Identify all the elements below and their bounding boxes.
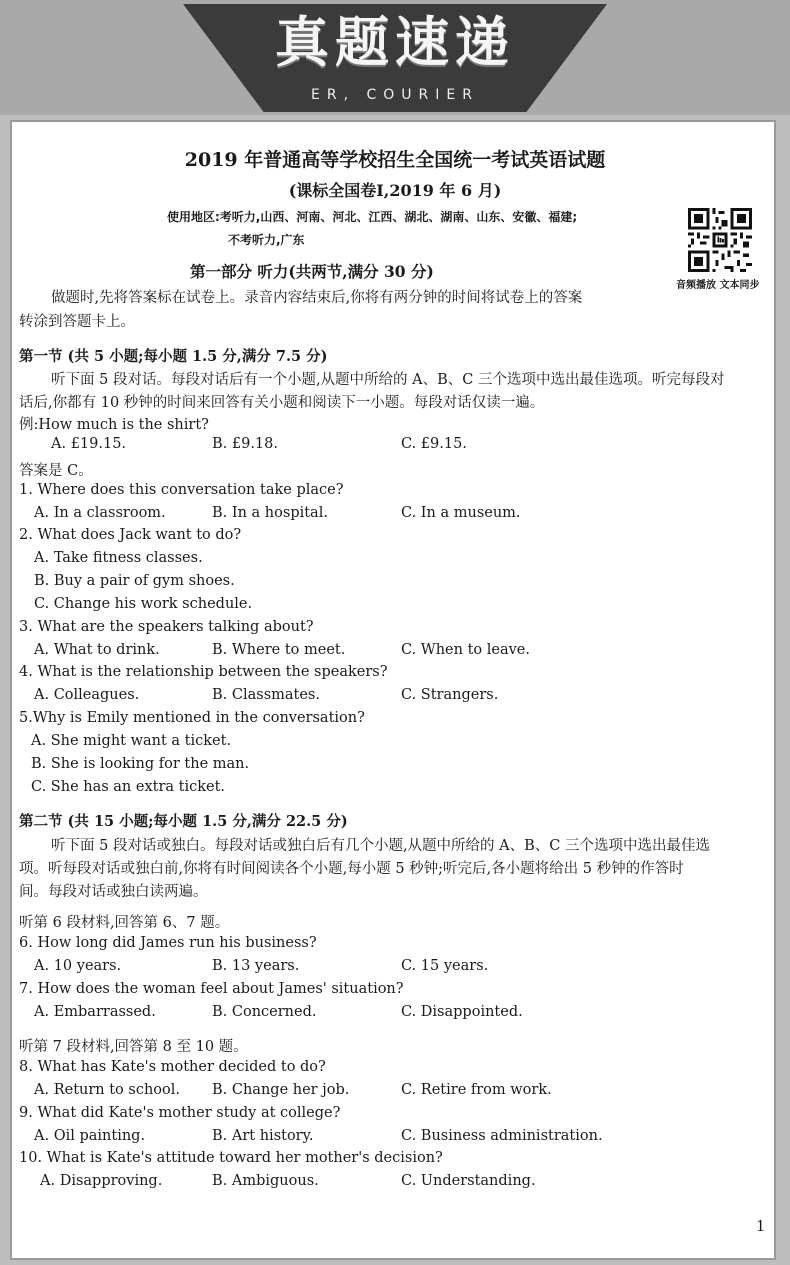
question-9-option-b: B. Art history. xyxy=(212,1128,314,1144)
material-6-heading: 听第 6 段材料,回答第 6、7 题。 xyxy=(19,915,230,931)
section2-heading: 第二节 (共 15 小题;每小题 1.5 分,满分 22.5 分) xyxy=(19,813,348,830)
material-7-heading: 听第 7 段材料,回答第 8 至 10 题。 xyxy=(19,1039,248,1055)
question-1-option-c: C. In a museum. xyxy=(401,505,521,521)
question-10-option-a: A. Disapproving. xyxy=(40,1173,163,1189)
question-1-option-a: A. In a classroom. xyxy=(34,505,166,521)
example-option-b: B. £9.18. xyxy=(212,436,278,452)
question-8: 8. What has Kate's mother decided to do? xyxy=(19,1059,326,1075)
question-5-option-b: B. She is looking for the man. xyxy=(31,756,250,772)
question-4-option-c: C. Strangers. xyxy=(401,687,499,703)
section1-heading: 第一节 (共 5 小题;每小题 1.5 分,满分 7.5 分) xyxy=(19,348,328,365)
question-9-option-a: A. Oil painting. xyxy=(34,1128,146,1144)
page-number: 1 xyxy=(756,1219,766,1235)
question-1-option-b: B. In a hospital. xyxy=(212,505,328,521)
banner xyxy=(0,0,790,115)
question-9: 9. What did Kate's mother study at college? xyxy=(19,1105,341,1121)
example-option-a: A. £19.15. xyxy=(51,436,127,452)
banner-subtitle: ER, COURIER xyxy=(311,87,479,103)
example-answer: 答案是 C。 xyxy=(19,463,93,479)
question-4-option-a: A. Colleagues. xyxy=(34,687,140,703)
part1-intro-line-2: 转涂到答题卡上。 xyxy=(19,314,135,330)
question-7-option-b: B. Concerned. xyxy=(212,1004,317,1020)
exam-title: 2019 年普通高等学校招生全国统一考试英语试题 xyxy=(184,149,606,171)
section1-instructions-line-2: 话后,你都有 10 秒钟的时间来回答有关小题和阅读下一小题。每段对话仅读一遍。 xyxy=(19,395,545,411)
question-7-option-c: C. Disappointed. xyxy=(401,1004,523,1020)
question-7-option-a: A. Embarrassed. xyxy=(34,1004,156,1020)
question-2: 2. What does Jack want to do? xyxy=(19,527,242,543)
question-1: 1. Where does this conversation take place? xyxy=(19,482,344,498)
question-5: 5.Why is Emily mentioned in the conversation? xyxy=(19,710,365,726)
example-question: 例:How much is the shirt? xyxy=(19,417,209,433)
question-8-option-b: B. Change her job. xyxy=(212,1082,350,1098)
question-2-option-b: B. Buy a pair of gym shoes. xyxy=(34,573,235,589)
question-6-option-b: B. 13 years. xyxy=(212,958,300,974)
exam-subtitle: (课标全国卷Ⅰ,2019 年 6 月) xyxy=(288,181,502,200)
question-3-option-a: A. What to drink. xyxy=(34,642,160,658)
section2-instructions-line-3: 间。每段对话或独白读两遍。 xyxy=(19,884,208,900)
question-7: 7. How does the woman feel about James' situation? xyxy=(19,981,404,997)
qr-caption: 音频播放 文本同步 xyxy=(676,280,760,291)
part1-title: 第一部分 听力(共两节,满分 30 分) xyxy=(190,262,434,281)
question-9-option-c: C. Business administration. xyxy=(401,1128,603,1144)
question-5-option-c: C. She has an extra ticket. xyxy=(31,779,226,795)
section1-instructions-line-1: 听下面 5 段对话。每段对话后有一个小题,从题中所给的 A、B、C 三个选项中选出最佳选项。听完每段对 xyxy=(51,372,725,388)
regions-line-2: 不考听力,广东 xyxy=(228,233,305,247)
question-6-option-a: A. 10 years. xyxy=(34,958,122,974)
part1-intro-line-1: 做题时,先将答案标在试卷上。录音内容结束后,你将有两分钟的时间将试卷上的答案 xyxy=(51,290,583,306)
question-4-option-b: B. Classmates. xyxy=(212,687,320,703)
section2-instructions-line-2: 项。听每段对话或独白前,你将有时间阅读各个小题,每小题 5 秒钟;听完后,各小题将给出 5 秒钟的作答时 xyxy=(19,861,684,877)
question-4: 4. What is the relationship between the speakers? xyxy=(19,664,388,680)
question-5-option-a: A. She might want a ticket. xyxy=(31,733,232,749)
question-3-option-c: C. When to leave. xyxy=(401,642,530,658)
question-10-option-b: B. Ambiguous. xyxy=(212,1173,319,1189)
question-3-option-b: B. Where to meet. xyxy=(212,642,346,658)
question-8-option-a: A. Return to school. xyxy=(34,1082,181,1098)
regions-line-1: 使用地区:考听力,山西、河南、河北、江西、湖北、湖南、山东、安徽、福建; xyxy=(167,210,578,224)
question-2-option-c: C. Change his work schedule. xyxy=(34,596,253,612)
banner-title: 真题速递 xyxy=(275,11,515,74)
question-10-option-c: C. Understanding. xyxy=(401,1173,536,1189)
section2-instructions-line-1: 听下面 5 段对话或独白。每段对话或独白后有几个小题,从题中所给的 A、B、C 三个选项中选出最佳选 xyxy=(51,838,710,854)
question-2-option-a: A. Take fitness classes. xyxy=(34,550,203,566)
question-6-option-c: C. 15 years. xyxy=(401,958,489,974)
question-8-option-c: C. Retire from work. xyxy=(401,1082,552,1098)
qr-code-icon[interactable] xyxy=(688,208,752,272)
question-6: 6. How long did James run his business? xyxy=(19,935,317,951)
question-10: 10. What is Kate's attitude toward her mother's decision? xyxy=(19,1150,443,1166)
example-option-c: C. £9.15. xyxy=(401,436,467,452)
question-3: 3. What are the speakers talking about? xyxy=(19,619,314,635)
